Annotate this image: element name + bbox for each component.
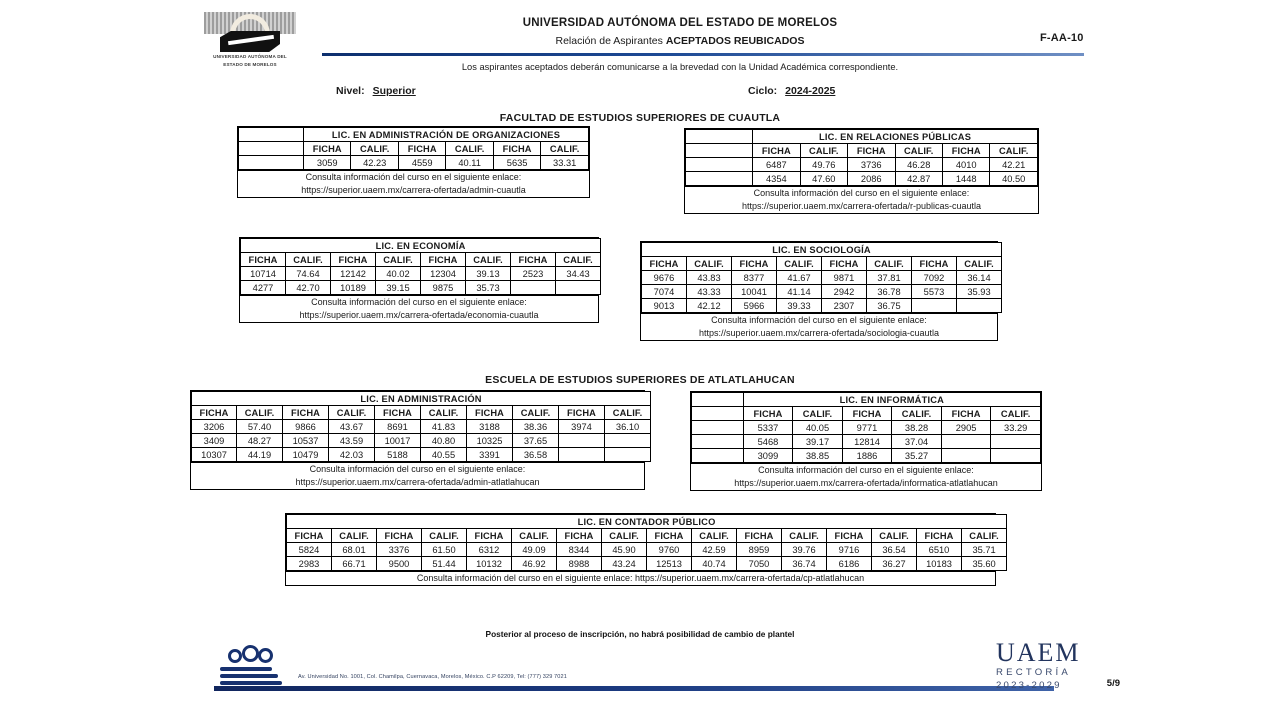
table-cell-calif: 40.74 — [692, 557, 737, 571]
program-table-informatica — [690, 391, 1042, 491]
program-title: LIC. EN INFORMÁTICA — [743, 393, 1040, 407]
table-spacer-cell — [692, 435, 744, 449]
table-cell-ficha: 3391 — [467, 448, 513, 462]
table-cell-ficha: 9875 — [421, 281, 466, 295]
table-cell-ficha: 8959 — [737, 543, 782, 557]
column-header-calif: CALIF. — [991, 407, 1041, 421]
table-cell-calif: 42.59 — [692, 543, 737, 557]
column-header-calif: CALIF. — [421, 406, 467, 420]
program-table-contador-publico — [285, 513, 999, 586]
table-cell-calif: 36.58 — [513, 448, 559, 462]
ciclo-value: 2024-2025 — [785, 85, 836, 97]
table-cell-calif: 51.44 — [422, 557, 467, 571]
column-header-ficha: FICHA — [467, 529, 512, 543]
table-spacer-cell — [692, 421, 744, 435]
program-title: LIC. EN ADMINISTRACIÓN — [192, 392, 651, 406]
table-cell-ficha: 7050 — [737, 557, 782, 571]
program-table-sociologia — [640, 241, 998, 341]
table-spacer-cell — [239, 128, 304, 142]
course-link-text[interactable]: Consulta información del curso en el siguiente enlace: https://superior.uaem.mx/carrera-ofertada/cp-atlatlahucan — [416, 573, 865, 583]
uaem-bar-3 — [220, 681, 282, 685]
column-header-ficha: FICHA — [283, 406, 329, 420]
table-cell-ficha: 4277 — [241, 281, 286, 295]
column-header-ficha: FICHA — [287, 529, 332, 543]
table-cell-calif: 43.83 — [687, 271, 732, 285]
table-cell-ficha: 5337 — [743, 421, 793, 435]
table-cell-ficha: 12814 — [842, 435, 892, 449]
table-cell-empty — [511, 281, 556, 295]
table-cell-ficha: 9760 — [647, 543, 692, 557]
table-row — [686, 172, 1038, 186]
table-cell-calif: 34.43 — [556, 267, 601, 281]
table-cell-calif: 33.31 — [541, 156, 589, 170]
program-title: LIC. EN ADMINISTRACIÓN DE ORGANIZACIONES — [304, 128, 589, 142]
program-title: LIC. EN SOCIOLOGÍA — [642, 243, 1002, 257]
table-cell-calif: 38.36 — [513, 420, 559, 434]
table-cell-empty — [556, 281, 601, 295]
column-header-ficha: FICHA — [842, 407, 892, 421]
table-cell-ficha: 3099 — [743, 449, 793, 463]
uaem-rectoria-label: RECTORÍA — [996, 667, 1071, 678]
table-cell-calif: 41.83 — [421, 420, 467, 434]
table-spacer-cell — [239, 156, 304, 170]
column-header-calif: CALIF. — [692, 529, 737, 543]
uaem-spiral-icon — [228, 645, 274, 667]
table-cell-ficha: 12513 — [647, 557, 692, 571]
column-header-ficha: FICHA — [192, 406, 237, 420]
table-cell-empty — [559, 434, 605, 448]
nivel-label: Nivel: — [336, 85, 365, 97]
table-cell-ficha: 12142 — [331, 267, 376, 281]
column-header-calif: CALIF. — [777, 257, 822, 271]
column-header-ficha: FICHA — [304, 142, 351, 156]
table-cell-ficha: 5635 — [493, 156, 540, 170]
table-spacer-cell — [686, 158, 753, 172]
table-cell-ficha: 10132 — [467, 557, 512, 571]
course-link-label: Consulta información del curso en el siguiente enlace: — [753, 188, 970, 198]
table-spacer-cell — [692, 393, 744, 407]
ciclo-field — [748, 85, 835, 97]
table-cell-ficha: 3059 — [304, 156, 351, 170]
uaem-bar-2 — [220, 674, 278, 678]
course-link-box — [191, 462, 644, 489]
table-cell-ficha: 9871 — [822, 271, 867, 285]
column-header-calif: CALIF. — [556, 253, 601, 267]
table-cell-ficha: 6186 — [827, 557, 872, 571]
table-cell-ficha: 10041 — [732, 285, 777, 299]
table-cell-calif: 40.80 — [421, 434, 467, 448]
course-link-url[interactable]: https://superior.uaem.mx/carrera-ofertada/r-publicas-cuautla — [741, 201, 982, 211]
table-cell-calif: 46.28 — [895, 158, 942, 172]
column-header-calif: CALIF. — [800, 144, 847, 158]
column-header-ficha: FICHA — [375, 406, 421, 420]
table-cell-ficha: 10537 — [283, 434, 329, 448]
column-header-ficha: FICHA — [421, 253, 466, 267]
column-header-ficha: FICHA — [827, 529, 872, 543]
table-cell-empty — [912, 299, 957, 313]
table-cell-calif: 43.33 — [687, 285, 732, 299]
table-cell-ficha: 6312 — [467, 543, 512, 557]
table-cell-calif: 40.50 — [990, 172, 1038, 186]
table-cell-calif: 41.14 — [777, 285, 822, 299]
section-title-atlatlahucan: ESCUELA DE ESTUDIOS SUPERIORES DE ATLATLAHUCAN — [485, 374, 795, 386]
table-cell-ficha: 3206 — [192, 420, 237, 434]
table-cell-calif: 40.55 — [421, 448, 467, 462]
table-cell-ficha: 10017 — [375, 434, 421, 448]
table-cell-calif: 36.10 — [605, 420, 651, 434]
table-cell-ficha: 5188 — [375, 448, 421, 462]
table-cell-ficha: 7092 — [912, 271, 957, 285]
program-table-economia — [239, 237, 599, 323]
column-header-calif: CALIF. — [513, 406, 559, 420]
footer-address: Av. Universidad No. 1001, Col. Chamilpa, Cuernavaca, Morelos, México. C.P 62209, Tel: (777) 329 7021 — [298, 674, 567, 680]
table-cell-calif: 40.05 — [793, 421, 843, 435]
table-cell-ficha: 2086 — [848, 172, 895, 186]
header-divider — [322, 53, 1084, 56]
table-cell-calif: 37.81 — [867, 271, 912, 285]
table-spacer-cell — [686, 130, 753, 144]
table-cell-ficha: 8377 — [732, 271, 777, 285]
table-cell-empty — [941, 435, 991, 449]
table-cell-calif: 45.90 — [602, 543, 647, 557]
table-cell-ficha: 10183 — [917, 557, 962, 571]
column-header-ficha: FICHA — [493, 142, 540, 156]
column-header-calif: CALIF. — [957, 257, 1002, 271]
section-title-cuautla: FACULTAD DE ESTUDIOS SUPERIORES DE CUAUTLA — [499, 112, 781, 124]
document-subtitle — [330, 35, 1030, 47]
table-cell-ficha: 3188 — [467, 420, 513, 434]
table-cell-calif: 37.04 — [892, 435, 942, 449]
table-cell-empty — [957, 299, 1002, 313]
column-header-ficha: FICHA — [942, 144, 989, 158]
column-header-calif: CALIF. — [602, 529, 647, 543]
column-header-ficha: FICHA — [822, 257, 867, 271]
course-link-url[interactable]: https://superior.uaem.mx/carrera-ofertada/economia-cuautla — [299, 310, 539, 320]
table-cell-ficha: 8691 — [375, 420, 421, 434]
course-link-box — [240, 295, 598, 322]
table-cell-ficha: 10189 — [331, 281, 376, 295]
table-cell-ficha: 5468 — [743, 435, 793, 449]
table-cell-empty — [941, 449, 991, 463]
course-link-label: Consulta información del curso en el siguiente enlace: — [309, 464, 526, 474]
column-header-ficha: FICHA — [743, 407, 793, 421]
table-cell-calif: 36.54 — [872, 543, 917, 557]
table-row — [642, 285, 1002, 299]
table-cell-ficha: 2905 — [941, 421, 991, 435]
table-cell-empty — [605, 448, 651, 462]
table-cell-ficha: 4010 — [942, 158, 989, 172]
table-cell-ficha: 4354 — [753, 172, 800, 186]
column-header-ficha: FICHA — [912, 257, 957, 271]
table-row — [241, 267, 601, 281]
table-cell-calif: 39.17 — [793, 435, 843, 449]
nivel-field — [336, 85, 416, 97]
table-cell-empty — [559, 448, 605, 462]
table-cell-ficha: 9013 — [642, 299, 687, 313]
table-cell-ficha: 5966 — [732, 299, 777, 313]
column-header-calif: CALIF. — [541, 142, 589, 156]
table-cell-ficha: 6510 — [917, 543, 962, 557]
table-cell-ficha: 9771 — [842, 421, 892, 435]
column-header-calif: CALIF. — [605, 406, 651, 420]
table-cell-ficha: 8344 — [557, 543, 602, 557]
table-cell-calif: 68.01 — [332, 543, 377, 557]
table-cell-empty — [991, 435, 1041, 449]
column-header-calif: CALIF. — [286, 253, 331, 267]
table-spacer-cell — [686, 144, 753, 158]
table-row — [239, 156, 589, 170]
table-cell-ficha: 9866 — [283, 420, 329, 434]
nivel-value: Superior — [372, 85, 416, 97]
table-cell-calif: 74.64 — [286, 267, 331, 281]
column-header-ficha: FICHA — [941, 407, 991, 421]
table-cell-calif: 36.78 — [867, 285, 912, 299]
table-cell-ficha: 7074 — [642, 285, 687, 299]
column-header-calif: CALIF. — [782, 529, 827, 543]
course-link-box — [685, 186, 1038, 213]
crest-caption-line2: ESTADO DE MORELOS — [223, 62, 277, 67]
table-cell-ficha: 8988 — [557, 557, 602, 571]
column-header-ficha: FICHA — [398, 142, 445, 156]
table-cell-calif: 43.24 — [602, 557, 647, 571]
subtitle-strong: ACEPTADOS REUBICADOS — [665, 35, 805, 47]
table-cell-calif: 40.11 — [446, 156, 493, 170]
column-header-ficha: FICHA — [917, 529, 962, 543]
table-cell-calif: 38.28 — [892, 421, 942, 435]
program-table-relaciones-publicas — [684, 128, 1039, 214]
course-link-box — [238, 170, 589, 197]
table-cell-calif: 35.71 — [962, 543, 1007, 557]
footer-divider — [214, 686, 1054, 691]
table-cell-ficha: 2942 — [822, 285, 867, 299]
table-cell-ficha: 9676 — [642, 271, 687, 285]
program-table-admin-organizaciones — [237, 126, 590, 198]
table-cell-ficha: 3736 — [848, 158, 895, 172]
course-link-box — [286, 571, 995, 585]
table-cell-calif: 42.87 — [895, 172, 942, 186]
table-cell-calif: 38.85 — [793, 449, 843, 463]
crest-image — [204, 12, 296, 52]
course-link-label: Consulta información del curso en el siguiente enlace: — [305, 172, 522, 182]
course-link-url[interactable]: https://superior.uaem.mx/carrera-ofertada/sociologia-cuautla — [698, 328, 940, 338]
ciclo-label: Ciclo: — [748, 85, 778, 97]
column-header-calif: CALIF. — [376, 253, 421, 267]
footer-note: Posterior al proceso de inscripción, no habrá posibilidad de cambio de plantel — [485, 629, 795, 639]
course-link-label: Consulta información del curso en el siguiente enlace: — [711, 315, 927, 325]
column-header-ficha: FICHA — [732, 257, 777, 271]
table-row — [686, 158, 1038, 172]
column-header-calif: CALIF. — [237, 406, 283, 420]
table-cell-ficha: 9716 — [827, 543, 872, 557]
column-header-calif: CALIF. — [895, 144, 942, 158]
table-cell-calif: 43.67 — [329, 420, 375, 434]
table-cell-ficha: 1886 — [842, 449, 892, 463]
crest-caption-line1: UNIVERSIDAD AUTÓNOMA DEL — [213, 54, 287, 59]
table-cell-calif: 35.60 — [962, 557, 1007, 571]
table-cell-calif: 42.23 — [351, 156, 398, 170]
table-row — [642, 299, 1002, 313]
table-cell-calif: 33.29 — [991, 421, 1041, 435]
table-spacer-cell — [692, 407, 744, 421]
table-cell-ficha: 3376 — [377, 543, 422, 557]
table-spacer-cell — [686, 172, 753, 186]
uaem-rectoria-logo — [996, 640, 1104, 692]
column-header-calif: CALIF. — [422, 529, 467, 543]
course-link-url[interactable]: https://superior.uaem.mx/carrera-ofertada/admin-cuautla — [301, 185, 526, 195]
table-cell-calif: 36.14 — [957, 271, 1002, 285]
table-cell-calif: 39.33 — [777, 299, 822, 313]
column-header-calif: CALIF. — [512, 529, 557, 543]
column-header-calif: CALIF. — [466, 253, 511, 267]
table-cell-calif: 35.93 — [957, 285, 1002, 299]
table-cell-ficha: 3409 — [192, 434, 237, 448]
table-cell-empty — [991, 449, 1041, 463]
column-header-ficha: FICHA — [559, 406, 605, 420]
table-cell-calif: 42.03 — [329, 448, 375, 462]
course-link-box — [691, 463, 1041, 490]
column-header-ficha: FICHA — [753, 144, 800, 158]
uaem-years-label: 2023-2029 — [996, 680, 1062, 691]
table-row — [692, 421, 1041, 435]
table-cell-ficha: 6487 — [753, 158, 800, 172]
column-header-ficha: FICHA — [377, 529, 422, 543]
column-header-calif: CALIF. — [329, 406, 375, 420]
table-cell-ficha: 1448 — [942, 172, 989, 186]
table-cell-ficha: 10325 — [467, 434, 513, 448]
table-row — [241, 281, 601, 295]
table-cell-calif: 61.50 — [422, 543, 467, 557]
table-cell-calif: 35.27 — [892, 449, 942, 463]
form-code: F-AA-10 — [1040, 32, 1084, 44]
table-cell-calif: 36.74 — [782, 557, 827, 571]
table-cell-calif: 41.67 — [777, 271, 822, 285]
table-cell-calif: 44.19 — [237, 448, 283, 462]
table-cell-calif: 42.70 — [286, 281, 331, 295]
document-header — [0, 0, 1280, 105]
column-header-calif: CALIF. — [962, 529, 1007, 543]
table-cell-calif: 49.09 — [512, 543, 557, 557]
table-cell-calif: 47.60 — [800, 172, 847, 186]
table-cell-ficha: 10714 — [241, 267, 286, 281]
column-header-ficha: FICHA — [511, 253, 556, 267]
course-link-label: Consulta información del curso en el siguiente enlace: — [758, 465, 974, 475]
table-spacer-cell — [692, 449, 744, 463]
table-cell-ficha: 10479 — [283, 448, 329, 462]
column-header-calif: CALIF. — [990, 144, 1038, 158]
page-number: 5/9 — [1106, 678, 1120, 689]
table-row — [287, 543, 1007, 557]
table-row — [287, 557, 1007, 571]
table-cell-calif: 48.27 — [237, 434, 283, 448]
table-cell-calif: 39.15 — [376, 281, 421, 295]
university-name: UNIVERSIDAD AUTÓNOMA DEL ESTADO DE MORELOS — [522, 17, 838, 29]
table-cell-ficha: 5573 — [912, 285, 957, 299]
table-cell-ficha: 12304 — [421, 267, 466, 281]
table-cell-calif: 49.76 — [800, 158, 847, 172]
uaem-crest — [196, 12, 304, 70]
column-header-calif: CALIF. — [892, 407, 942, 421]
table-cell-ficha: 2983 — [287, 557, 332, 571]
uaem-glyph-logo — [220, 645, 282, 689]
table-row — [642, 271, 1002, 285]
table-row — [692, 435, 1041, 449]
table-cell-calif: 66.71 — [332, 557, 377, 571]
course-link-url[interactable]: https://superior.uaem.mx/carrera-ofertada/admin-atlatlahucan — [295, 477, 540, 487]
column-header-calif: CALIF. — [687, 257, 732, 271]
table-row — [192, 434, 651, 448]
table-cell-calif: 42.12 — [687, 299, 732, 313]
column-header-ficha: FICHA — [642, 257, 687, 271]
column-header-ficha: FICHA — [647, 529, 692, 543]
column-header-calif: CALIF. — [793, 407, 843, 421]
column-header-ficha: FICHA — [331, 253, 376, 267]
table-cell-calif: 39.13 — [466, 267, 511, 281]
table-cell-calif: 37.65 — [513, 434, 559, 448]
column-header-ficha: FICHA — [241, 253, 286, 267]
course-link-label: Consulta información del curso en el siguiente enlace: — [311, 297, 527, 307]
table-cell-calif: 43.59 — [329, 434, 375, 448]
table-spacer-cell — [239, 142, 304, 156]
table-cell-calif: 57.40 — [237, 420, 283, 434]
column-header-calif: CALIF. — [446, 142, 493, 156]
column-header-ficha: FICHA — [848, 144, 895, 158]
table-row — [192, 448, 651, 462]
uaem-bar-1 — [220, 667, 272, 671]
uaem-wordmark: UAEM — [996, 638, 1081, 667]
program-title: LIC. EN ECONOMÍA — [241, 239, 601, 253]
table-cell-calif: 46.92 — [512, 557, 557, 571]
table-cell-empty — [605, 434, 651, 448]
column-header-ficha: FICHA — [557, 529, 602, 543]
header-note: Los aspirantes aceptados deberán comunicarse a la brevedad con la Unidad Académica correspondiente. — [461, 62, 899, 72]
table-cell-ficha: 10307 — [192, 448, 237, 462]
table-row — [192, 420, 651, 434]
program-title: LIC. EN RELACIONES PÚBLICAS — [753, 130, 1038, 144]
table-cell-ficha: 5824 — [287, 543, 332, 557]
table-cell-calif: 36.27 — [872, 557, 917, 571]
course-link-url[interactable]: https://superior.uaem.mx/carrera-ofertada/informatica-atlatlahucan — [734, 478, 998, 488]
table-cell-ficha: 3974 — [559, 420, 605, 434]
table-cell-ficha: 4559 — [398, 156, 445, 170]
column-header-calif: CALIF. — [867, 257, 912, 271]
program-title: LIC. EN CONTADOR PÚBLICO — [287, 515, 1007, 529]
program-table-administracion — [190, 390, 645, 490]
column-header-ficha: FICHA — [467, 406, 513, 420]
table-cell-calif: 39.76 — [782, 543, 827, 557]
table-cell-ficha: 2523 — [511, 267, 556, 281]
course-link-box — [641, 313, 997, 340]
column-header-ficha: FICHA — [737, 529, 782, 543]
table-cell-calif: 42.21 — [990, 158, 1038, 172]
table-cell-ficha: 9500 — [377, 557, 422, 571]
column-header-calif: CALIF. — [872, 529, 917, 543]
table-cell-calif: 36.75 — [867, 299, 912, 313]
column-header-calif: CALIF. — [332, 529, 377, 543]
table-cell-calif: 40.02 — [376, 267, 421, 281]
table-cell-calif: 35.73 — [466, 281, 511, 295]
table-cell-ficha: 2307 — [822, 299, 867, 313]
column-header-calif: CALIF. — [351, 142, 398, 156]
table-row — [692, 449, 1041, 463]
subtitle-prefix: Relación de Aspirantes — [555, 35, 666, 47]
